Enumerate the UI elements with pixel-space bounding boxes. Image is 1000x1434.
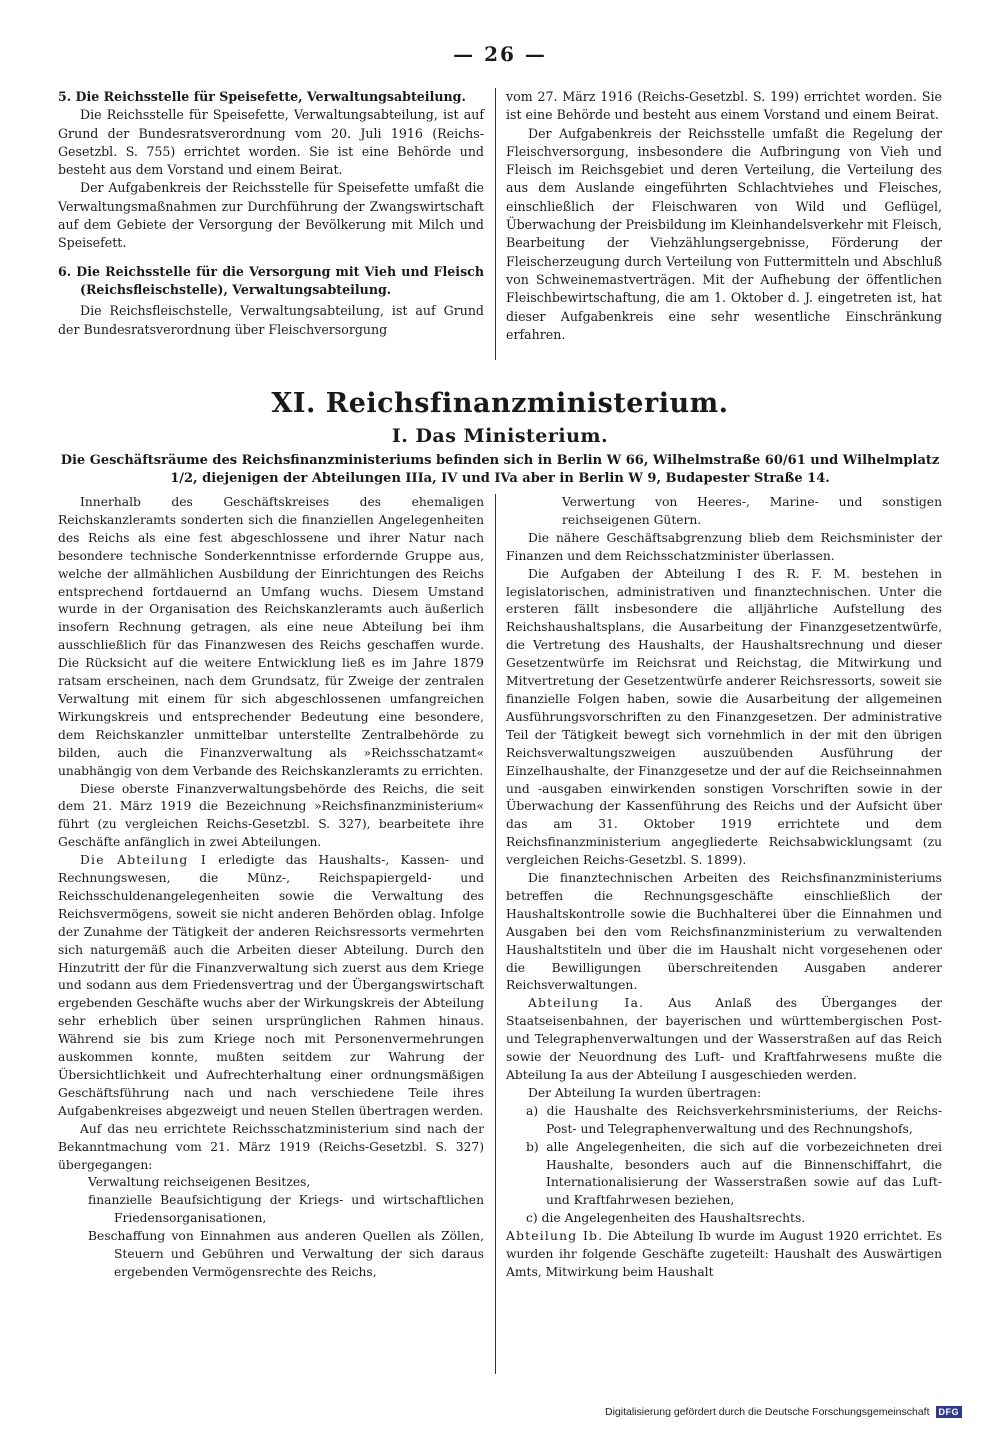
abteilung-ib-label: Abteilung Ib. (506, 1229, 604, 1244)
ministry-paragraph-1: Innerhalb des Geschäftskreises des ehemaligen Reichskanzleramts sonderten sich die finanziellen Angelegenheiten des Reichs als eine fest abgeschlossene und ihrer Natur nach besondere technische Sonderkenntnisse erfordernde Gruppe aus, welche der allmählichen Ausbildung der Einrichtungen des Reichs entsprechend fortdauernd an Umfang wuchs. Diesem Umstand wurde in der Organisation des Reichskanzleramts auch äußerlich insofern Rechnung getragen, als eine neue Abteilung bei ihm ausschließlich für das Finanzwesen des Reichs geschaffen wurde. Die Rücksicht auf die weitere Entwicklung ließ es im Jahre 1879 ratsam erscheinen, nach dem Grundsatz, für Zweige der zentralen Verwaltung mit einem für sich abgeschlossenen umfangreichen Wirkungskreis und entsprechender Bedeutung eine besondere, dem Reichskanzler unmittelbar unterstellte Zentralbehörde zu bilden, auch die Finanzverwaltung als »Reichsschatzamt« unabhängig von dem Verbande des Reichskanzleramts zu errichten. (58, 495, 484, 778)
footer-text: Digitalisierung gefördert durch die Deutsche Forschungsgemeinschaft (604, 1406, 930, 1418)
bottom-right-column (506, 494, 942, 1282)
transferred-items-list-continued (506, 494, 942, 530)
column-divider-bottom (495, 494, 496, 1374)
dfg-logo: DFG (936, 1406, 963, 1418)
section-5-paragraph-2: Der Aufgabenkreis der Reichsstelle für Speisefette umfaßt die Verwaltungsmaßnahmen zur Durchführung der Zwangswirtschaft auf dem Gebiete der Versorgung der Bevölkerung mit Milch und Speisefett. (58, 180, 484, 251)
ministry-paragraph-3 (58, 852, 484, 1121)
bottom-left-column (58, 494, 484, 1282)
right-paragraph-2: Der Aufgabenkreis der Reichsstelle umfaßt die Regelung der Fleischversorgung, insbesondere die Aufbringung von Vieh und Fleisch im Reichsgebiet und deren Verteilung, die Verteilung des aus dem Auslande eingeführten Schlachtviehes und Fleisches, einschließlich der Fleischwaren von Wild und Geflügel, Überwachung der Preisbildung im Kleinhandelsverkehr mit Fleisch, Bearbeitung der Viehzählungsergebnisse, Förderung der Fleischerzeugung durch Verteilung von Futtermitteln und Abschluß von Schweinemastverträgen. Mit der Aufhebung der öffentlichen Fleischbewirtschaftung, die am 1. Oktober d. J. eingetreten ist, hat dieser Aufgabenkreis eine sehr wesentliche Einschränkung erfahren. (506, 125, 942, 342)
list-item: Verwaltung reichseigenen Besitzes, (88, 1175, 311, 1190)
ministry-paragraph-4: Auf das neu errichtete Reichsschatzministerium sind nach der Bekanntmachung vom 21. März 1919 (Reichs-Gesetzbl. S. 327) übergegangen: (58, 1121, 484, 1172)
column-divider-top (495, 88, 496, 360)
page-number: — 26 — (453, 42, 547, 66)
abteilung-ib-text: Die Abteilung Ib wurde im August 1920 errichtet. Es wurden ihr folgende Geschäfte zugeteilt: Haushalt des Auswärtigen Amts, Mitwirkung beim Haushalt (506, 1229, 943, 1279)
right-ministry-paragraph-4 (506, 995, 942, 1085)
abteilung-ia-duties-list (506, 1103, 942, 1228)
right-ministry-paragraph-6 (506, 1228, 942, 1282)
section-title: XI. Reichsfinanzministerium. (271, 388, 729, 419)
right-ministry-paragraph-2: Die Aufgaben der Abteilung I des R. F. M. bestehen in legislatorischen, administrativen und finanztechnischen. Unter die ersteren fällt insbesondere die alljährliche Aufstellung des Reichshaushaltsplans, die Ausarbeitung der Finanzgesetzentwürfe, die Vertretung des Haushalts, der Haushaltsrechnung und dieser Gesetzentwürfe im Reichsrat und Reichstag, die Mitwirkung und Mitvertretung der Gesetzentwürfe anderer Reichsressorts, soweit sie finanzielle Folgen haben, sowie die Ausarbeitung der allgemeinen Ausführungsvorschriften zu den Finanzgesetzen. Der administrative Teil der Tätigkeit bewegt sich vornehmlich in der mit den übrigen Reichsverwaltungszweigen auszuübenden Ausführung der Einzelhaushalte, der Finanzgesetze und der auf die Reichseinnahmen und -ausgaben einwirkenden sonstigen Vorschriften sowie in der Überwachung der Kassenführung des Reichs und der Aufsicht über das am 31. Oktober 1919 errichtete und dem Reichsfinanzministerium angegliederte Reichsabwicklungsamt (zu vergleichen Reichs-Gesetzbl. S. 1899). (506, 566, 942, 868)
list-item: Beschaffung von Einnahmen aus anderen Quellen als Zöllen, Steuern und Gebühren und Verwaltung der sich daraus ergebenden Vermögensrechte des Reichs, (88, 1229, 484, 1279)
sub-title: I. Das Ministerium. (391, 425, 609, 447)
footer-credit (605, 1406, 962, 1418)
address-note: Die Geschäftsräume des Reichsfinanzministeriums befinden sich in Berlin W 66, Wilhelmstraße 60/61 und Wilhelmplatz 1/2, diejenigen der Abteilungen IIIa, IV und IVa aber in Berlin W 9, Budapester Straße 14. (60, 453, 940, 486)
section-6-heading: 6. Die Reichsstelle für die Versorgung mit Vieh und Fleisch (Reichsfleischstelle), Verwaltungsabteilung. (58, 263, 484, 297)
section-6-paragraph-1: Die Reichsfleischstelle, Verwaltungsabteilung, ist auf Grund der Bundesratsverordnung über Fleischversorgung (58, 303, 484, 337)
right-paragraph-1: vom 27. März 1916 (Reichs-Gesetzbl. S. 199) errichtet worden. Sie ist eine Behörde und besteht aus einem Vorstand und einem Beirat. (506, 89, 942, 123)
ministry-paragraph-2: Diese oberste Finanzverwaltungsbehörde des Reichs, die seit dem 21. März 1919 die Bezeichnung »Reichsfinanzministerium« führt (zu vergleichen Reichs-Gesetzbl. S. 327), bearbeitete ihre Geschäfte anfänglich in zwei Abteilungen. (58, 781, 484, 850)
list-item: Verwertung von Heeres-, Marine- und sonstigen reichseigenen Gütern. (562, 495, 942, 527)
abteilung-ia-label: Abteilung Ia. (528, 996, 645, 1011)
abteilung-ia-text: Aus Anlaß des Überganges der Staatseisenbahnen, der bayerischen und württembergischen Post- und Telegraphenverwaltungen und der Wasserstraßen auf das Reich sowie der Neuordnung des Luft- und Kraftfahrwesens mußte die Abteilung Ia aus der Abteilung I ausgeschieden werden. (506, 996, 942, 1082)
abteilung-i-text: erledigte das Haushalts-, Kassen- und Rechnungswesen, die Münz-, Reichspapiergeld- und Reichsschuldenangelegenheiten sowie die Verwaltung des Reichsvermögens, soweit sie nicht anderen Behörden oblag. Infolge der Zunahme der Tätigkeit der anderen Reichsressorts vermehrten sich naturgemäß auch die Arbeiten dieser Abteilung. Durch den Hinzutritt der für die Finanzverwaltung sich zuerst aus dem Kriege und sodann aus dem Friedensvertrag und der Übergangswirtschaft ergebenden Geschäfte wuchs aber der Wirkungskreis der Abteilung sehr erheblich über seinen ursprünglichen Rahmen hinaus. Während sie bis zum Kriege noch mit Personenvermehrungen auskommen konnte, mußten seitdem zur Wahrung der Übersichtlichkeit und Aufrechterhaltung einer ordnungsmäßigen Geschäftsführung nach und nach verschiedene Teile ihres Aufgabenkreises abgezweigt und neuen Stellen übertragen werden. (58, 853, 484, 1118)
list-item: finanzielle Beaufsichtigung der Kriegs- und wirtschaftlichen Friedensorganisationen, (88, 1193, 484, 1226)
top-right-column (506, 88, 942, 344)
transferred-items-list (58, 1174, 484, 1281)
list-item: a) die Haushalte des Reichsverkehrsministeriums, der Reichs-Post- und Telegraphenverwaltung und des Rechnungshofs, (526, 1103, 942, 1136)
section-5-paragraph-1: Die Reichsstelle für Speisefette, Verwaltungsabteilung, ist auf Grund der Bundesratsverordnung vom 20. Juli 1916 (Reichs-Gesetzbl. S. 755) errichtet worden. Sie ist eine Behörde und besteht aus dem Vorstand und einem Beirat. (58, 107, 484, 178)
list-item: c) die Angelegenheiten des Haushaltsrechts. (526, 1211, 806, 1226)
top-left-column (58, 88, 484, 339)
right-ministry-paragraph-5: Der Abteilung Ia wurden übertragen: (528, 1085, 762, 1100)
right-ministry-paragraph-3: Die finanztechnischen Arbeiten des Reichsfinanzministeriums betreffen die Rechnungsgeschäfte einschließlich der Haushaltskontrolle sowie die Buchhalterei über die Einnahmen und Ausgaben bei den vom Reichsfinanzministerium zu verwaltenden Haushaltstiteln und über die im Haushalt nicht vorgesehenen oder die Bewilligungen überschreitenden Ausgaben anderer Reichsverwaltungen. (506, 871, 942, 993)
section-5-heading: 5. Die Reichsstelle für Speisefette, Verwaltungsabteilung. (58, 89, 466, 104)
abteilung-i-label: Die Abteilung I (80, 853, 207, 868)
list-item: b) alle Angelegenheiten, die sich auf die vorbezeichneten drei Haushalte, besonders auch auf die Binnenschiffahrt, die Internationalisierung der Wasserstraßen sowie auf das Luft- und Kraftfahrwesen beziehen, (526, 1139, 942, 1208)
right-ministry-paragraph-1: Die nähere Geschäftsabgrenzung blieb dem Reichsminister der Finanzen und dem Reichsschatzminister überlassen. (506, 530, 942, 563)
